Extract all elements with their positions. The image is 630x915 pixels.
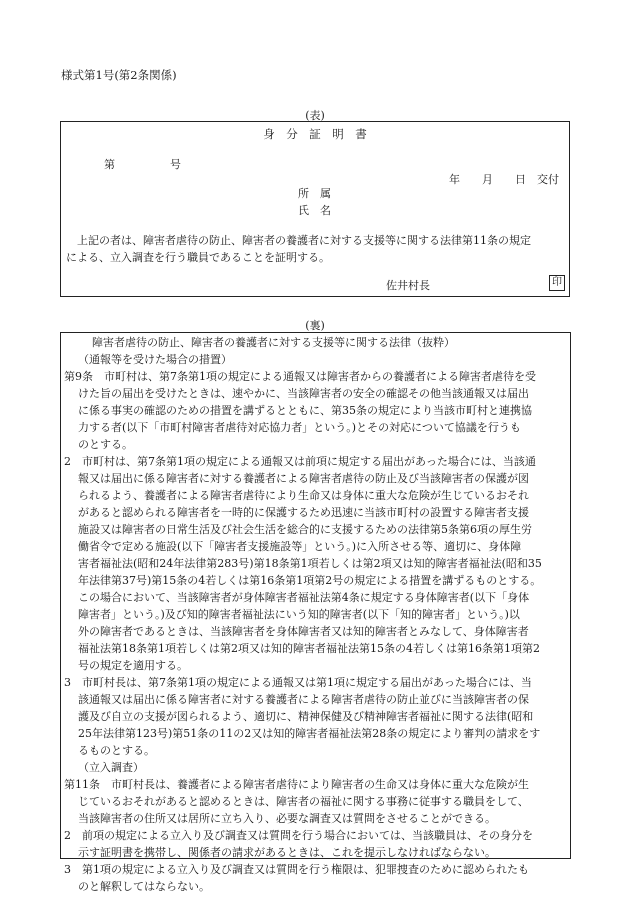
article-9-paragraph-2-line: 施設又は障害者の日常生活及び社会生活を総合的に支援するための法律第5条第6項の厚生労 — [78, 523, 532, 536]
article-9-paragraph-2-line: 福祉法第18条第1項若しくは第2項又は知的障害者福祉法第15条の4若しくは第16条第1項第2 — [78, 642, 540, 655]
article-11-paragraph-3-line: 3 第1項の規定による立入り及び調査又は質問を行う権限は、犯罪捜査のために認められたも — [64, 863, 529, 876]
issuer-name: 佐井村長 — [386, 279, 430, 292]
article-9-paragraph-2-line: 年法律第37号)第15条の4若しくは第16条第1項第2号の規定による措置を講ずるものとする。 — [78, 574, 542, 587]
law-title: 障害者虐待の防止、障害者の養護者に対する支援等に関する法律（抜粋） — [92, 336, 455, 349]
date-issued: 年 月 日 交付 — [449, 173, 559, 186]
article-9-paragraph-2-line: この場合において、当該障害者が身体障害者福祉法第4条に規定する身体障害者(以下「身体 — [78, 591, 530, 604]
certification-line: 上記の者は、障害者虐待の防止、障害者の養護者に対する支援等に関する法律第11条の規定 — [66, 234, 531, 247]
article-9-line: に係る事実の確認のための措置を講ずるとともに、第35条の規定により当該市町村と連携協 — [78, 404, 532, 417]
article-9-paragraph-3-line: 護及び自立の支援が図られるよう、適切に、精神保健及び精神障害者福祉に関する法律(昭和 — [78, 710, 534, 723]
article-9-paragraph-2-line: られるよう、養護者による障害者虐待により生命又は身体に重大な危険が生じているおそれ — [78, 489, 529, 502]
certification-line: による、立入調査を行う職員であることを証明する。 — [66, 251, 330, 264]
affiliation-label: 所 属 — [298, 187, 331, 200]
article-11-line: じているおそれがあると認めるときは、障害者の福祉に関する事務に従事する職員をして、 — [78, 795, 529, 808]
article-11-paragraph-3-line: のと解釈してはならない。 — [78, 880, 210, 893]
law-excerpt — [64, 334, 542, 895]
article-9-paragraph-3-line: るものとする。 — [78, 744, 155, 757]
seal-stamp-box: 印 — [549, 275, 565, 291]
article-9-paragraph-2-line: 号の規定を適用する。 — [78, 659, 188, 672]
name-label: 氏 名 — [298, 204, 331, 217]
certification-text — [66, 232, 531, 266]
number-label: 第 号 — [104, 158, 181, 171]
article-9-line: 力する者(以下「市町村障害者虐待対応協力者」という。)とその対応について協議を行うも — [78, 421, 521, 434]
back-caption: (裏) — [305, 319, 325, 332]
article-9-paragraph-3-line: 3 市町村長は、第7条第1項の規定による通報又は第1項に規定する届出があった場合には、当 — [64, 676, 532, 689]
article-11-line: 第11条 市町村長は、養護者による障害者虐待により障害者の生命又は身体に重大な危険が生 — [64, 778, 529, 791]
article-9-paragraph-2-line: 害者福祉法(昭和24年法律第283号)第18条第1項若しくは第2項又は知的障害者福祉法(昭和35 — [78, 557, 542, 570]
form-number: 様式第1号(第2条関係) — [61, 68, 177, 82]
article-9-paragraph-3-line: 25年法律第123号)第51条の11の2又は知的障害者福祉法第28条の規定により審判の請求をす — [78, 727, 541, 740]
article-9-paragraph-2-line: 2 市町村は、第7条第1項の規定による通報又は前項に規定する届出があった場合には、当該通 — [64, 455, 536, 468]
article-11-paragraph-2-line: 示す証明書を携帯し、関係者の請求があるときは、これを提示しなければならない。 — [78, 846, 496, 859]
front-caption: (表) — [305, 109, 325, 122]
article-9-paragraph-2-line: 障害者」という。)及び知的障害者福祉法にいう知的障害者(以下「知的障害者」という。)以 — [78, 608, 520, 621]
article-9-line: のとする。 — [78, 438, 133, 451]
certificate-title: 身 分 証 明 書 — [263, 127, 367, 141]
article-9-line: けた旨の届出を受けたときは、速やかに、当該障害者の安全の確認その他当該通報又は届出 — [78, 387, 529, 400]
article-9-paragraph-3-line: 該通報又は届出に係る障害者に対する養護者による障害者虐待の防止並びに当該障害者の保 — [78, 693, 529, 706]
section-heading: （通報等を受けた場合の措置） — [78, 353, 232, 366]
article-9-paragraph-2-line: 働省令で定める施設(以下「障害者支援施設等」という。)に入所させる等、適切に、身体障 — [78, 540, 522, 553]
article-9-paragraph-2-line: があると認められる障害者を一時的に保護するため迅速に当該市町村の設置する障害者支援 — [78, 506, 529, 519]
article-9-paragraph-2-line: 外の障害者であるときは、当該障害者を身体障害者又は知的障害者とみなして、身体障害者 — [78, 625, 529, 638]
article-9-line: 第9条 市町村は、第7条第1項の規定による通報又は障害者からの養護者による障害者虐待を受 — [64, 370, 536, 383]
article-9-paragraph-2-line: 報又は届出に係る障害者に対する養護者による障害者虐待の防止及び当該障害者の保護が図 — [78, 472, 529, 485]
article-11-paragraph-2-line: 2 前項の規定による立入り及び調査又は質問を行う場合においては、当該職員は、その身分を — [64, 829, 533, 842]
section-heading: （立入調査） — [78, 761, 144, 774]
article-11-line: 当該障害者の住所又は居所に立ち入り、必要な調査又は質問をさせることができる。 — [78, 812, 496, 825]
